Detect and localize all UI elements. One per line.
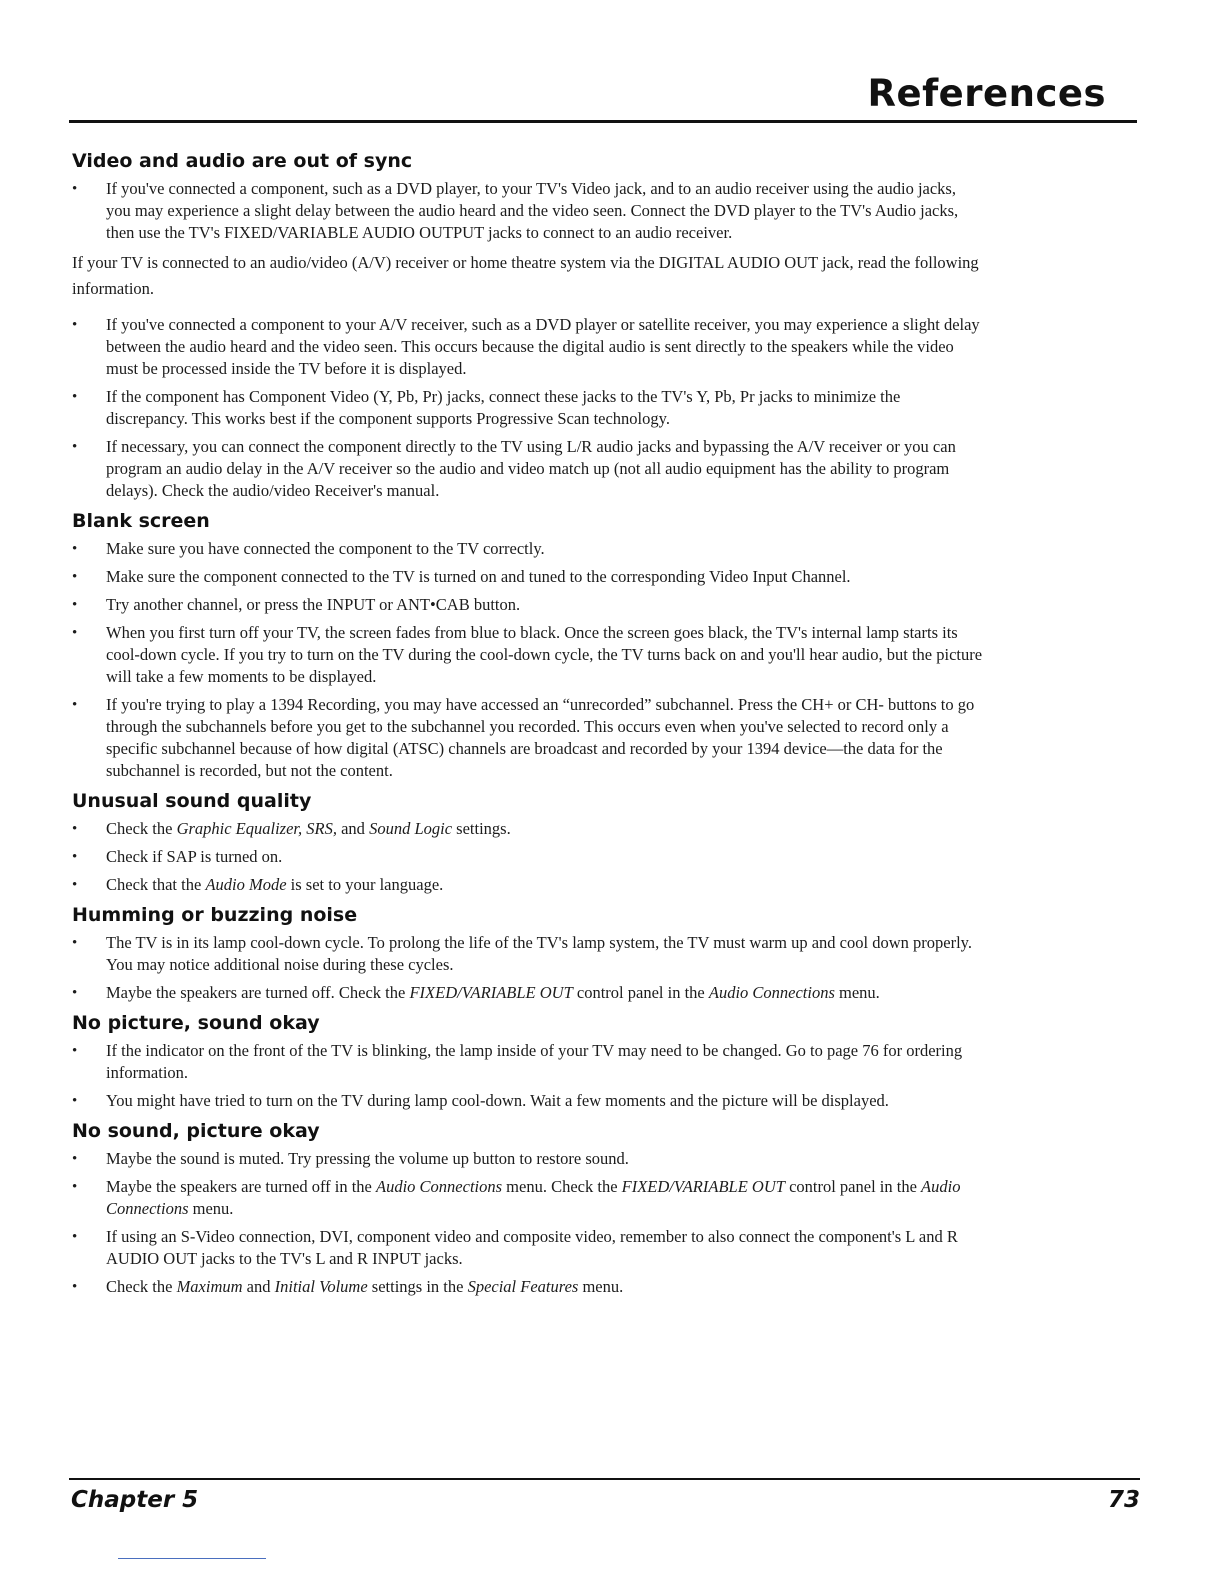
emphasis: FIXED/VARIABLE OUT xyxy=(409,983,573,1002)
text: menu. xyxy=(834,983,880,1002)
section-heading: Video and audio are out of sync xyxy=(72,150,413,172)
text: Check the xyxy=(106,819,177,838)
list-item: • If the component has Component Video (Y, Pb, Pr) jacks, connect these jacks to the TV's Y, Pb, Pr jacks to minimize the discrepancy. This works best if the component supports Progressive Scan technology. xyxy=(72,386,984,430)
list-item: • If the indicator on the front of the TV is blinking, the lamp inside of your TV may need to be changed. Go to page 76 for ordering information. xyxy=(72,1040,984,1084)
bullet-list xyxy=(72,178,984,244)
emphasis: Sound Logic xyxy=(369,819,453,838)
list-item: • If using an S-Video connection, DVI, component video and composite video, remember to also connect the component's L and R AUDIO OUT jacks to the TV's L and R INPUT jacks. xyxy=(72,1226,984,1270)
emphasis: Initial Volume xyxy=(274,1277,368,1296)
list-item: • Make sure you have connected the component to the TV correctly. xyxy=(72,538,984,560)
list-item xyxy=(72,1276,984,1298)
scan-artifact-line xyxy=(118,1558,266,1559)
header-rule xyxy=(69,120,1137,123)
bullet-list xyxy=(72,1040,984,1112)
section-heading: Humming or buzzing noise xyxy=(72,904,358,926)
list-item: • If necessary, you can connect the component directly to the TV using L/R audio jacks and bypassing the A/V receiver or you can program an audio delay in the A/V receiver so the audio and video match up (not all audio equipment has the ability to program delays). Check the audio/video Receiver's manual. xyxy=(72,436,984,502)
footer-rule xyxy=(69,1478,1140,1480)
text: Maybe the speakers are turned off. Check the xyxy=(106,983,410,1002)
page-content xyxy=(72,150,984,1306)
text: Check that the xyxy=(106,875,206,894)
bullet-list xyxy=(72,932,984,1004)
text: and xyxy=(336,819,370,838)
emphasis: Maximum xyxy=(176,1277,243,1296)
section-video-audio-sync xyxy=(72,150,984,502)
bullet-list xyxy=(72,538,984,782)
list-item xyxy=(72,818,984,840)
list-item: • Check if SAP is turned on. xyxy=(72,846,984,868)
list-item: • Try another channel, or press the INPUT or ANT•CAB button. xyxy=(72,594,984,616)
body-paragraph: If your TV is connected to an audio/video (A/V) receiver or home theatre system via the DIGITAL AUDIO OUT jack, read the following information. xyxy=(72,253,979,298)
list-item: • If you've connected a component, such as a DVD player, to your TV's Video jack, and to an audio receiver using the audio jacks, you may experience a slight delay between the audio heard and the video seen. Connect the DVD player to the TV's Audio jacks, then use the TV's FIXED/VARIABLE AUDIO OUTPUT jacks to connect to an audio receiver. xyxy=(72,178,984,244)
bullet-list xyxy=(72,314,984,502)
text: Maybe the speakers are turned off in the xyxy=(106,1177,377,1196)
list-item xyxy=(72,982,984,1004)
emphasis: Audio Connections xyxy=(376,1177,503,1196)
emphasis: Audio Connections xyxy=(708,983,835,1002)
footer-chapter: Chapter 5 xyxy=(71,1487,199,1513)
text: and xyxy=(242,1277,275,1296)
list-item: • When you first turn off your TV, the screen fades from blue to black. Once the screen goes black, the TV's internal lamp starts its cool-down cycle. If you try to turn on the TV during the cool-down cycle, the TV turns back on and you'll hear audio, but the picture will take a few moments to be displayed. xyxy=(72,622,984,688)
list-item xyxy=(72,1176,984,1220)
section-heading: Unusual sound quality xyxy=(72,790,312,812)
page-header-title: References xyxy=(867,72,1106,115)
list-item: • You might have tried to turn on the TV during lamp cool-down. Wait a few moments and the picture will be displayed. xyxy=(72,1090,984,1112)
list-item: • If you're trying to play a 1394 Recording, you may have accessed an “unrecorded” subchannel. Press the CH+ or CH- buttons to go through the subchannels before you get to the subchannel you recorded. This occurs even when you've selected to record only a specific subchannel because of how digital (ATSC) channels are broadcast and recorded by your 1394 device—the data for the subchannel is recorded, but not the content. xyxy=(72,694,984,782)
text: settings. xyxy=(452,819,511,838)
section-heading: Blank screen xyxy=(72,510,210,532)
emphasis: FIXED/VARIABLE OUT xyxy=(621,1177,785,1196)
text: menu. xyxy=(188,1199,234,1218)
bullet-list xyxy=(72,1148,984,1298)
text: menu. xyxy=(578,1277,624,1296)
list-item: • Maybe the sound is muted. Try pressing the volume up button to restore sound. xyxy=(72,1148,984,1170)
list-item xyxy=(72,874,984,896)
emphasis: Audio Mode xyxy=(205,875,287,894)
text: menu. Check the xyxy=(502,1177,622,1196)
section-no-picture xyxy=(72,1012,984,1112)
text: is set to your language. xyxy=(286,875,444,894)
emphasis: Audio Connections xyxy=(106,1177,961,1218)
list-item: • The TV is in its lamp cool-down cycle. To prolong the life of the TV's lamp system, the TV must warm up and cool down properly. You may notice additional noise during these cycles. xyxy=(72,932,984,976)
bullet-list xyxy=(72,818,984,896)
section-unusual-sound xyxy=(72,790,984,896)
list-item: • Make sure the component connected to the TV is turned on and tuned to the corresponding Video Input Channel. xyxy=(72,566,984,588)
section-humming-noise xyxy=(72,904,984,1004)
text: control panel in the xyxy=(572,983,709,1002)
footer-page-number: 73 xyxy=(1107,1487,1140,1513)
section-no-sound xyxy=(72,1120,984,1298)
text: control panel in the xyxy=(784,1177,922,1196)
section-heading: No picture, sound okay xyxy=(72,1012,320,1034)
list-item: • If you've connected a component to your A/V receiver, such as a DVD player or satellite receiver, you may experience a slight delay between the audio heard and the video seen. This occurs because the digital audio is sent directly to the speakers while the video must be processed inside the TV before it is displayed. xyxy=(72,314,984,380)
section-heading: No sound, picture okay xyxy=(72,1120,320,1142)
text: Check the xyxy=(106,1277,177,1296)
section-blank-screen xyxy=(72,510,984,782)
emphasis: Graphic Equalizer, SRS, xyxy=(176,819,337,838)
emphasis: Special Features xyxy=(467,1277,579,1296)
text: settings in the xyxy=(367,1277,468,1296)
